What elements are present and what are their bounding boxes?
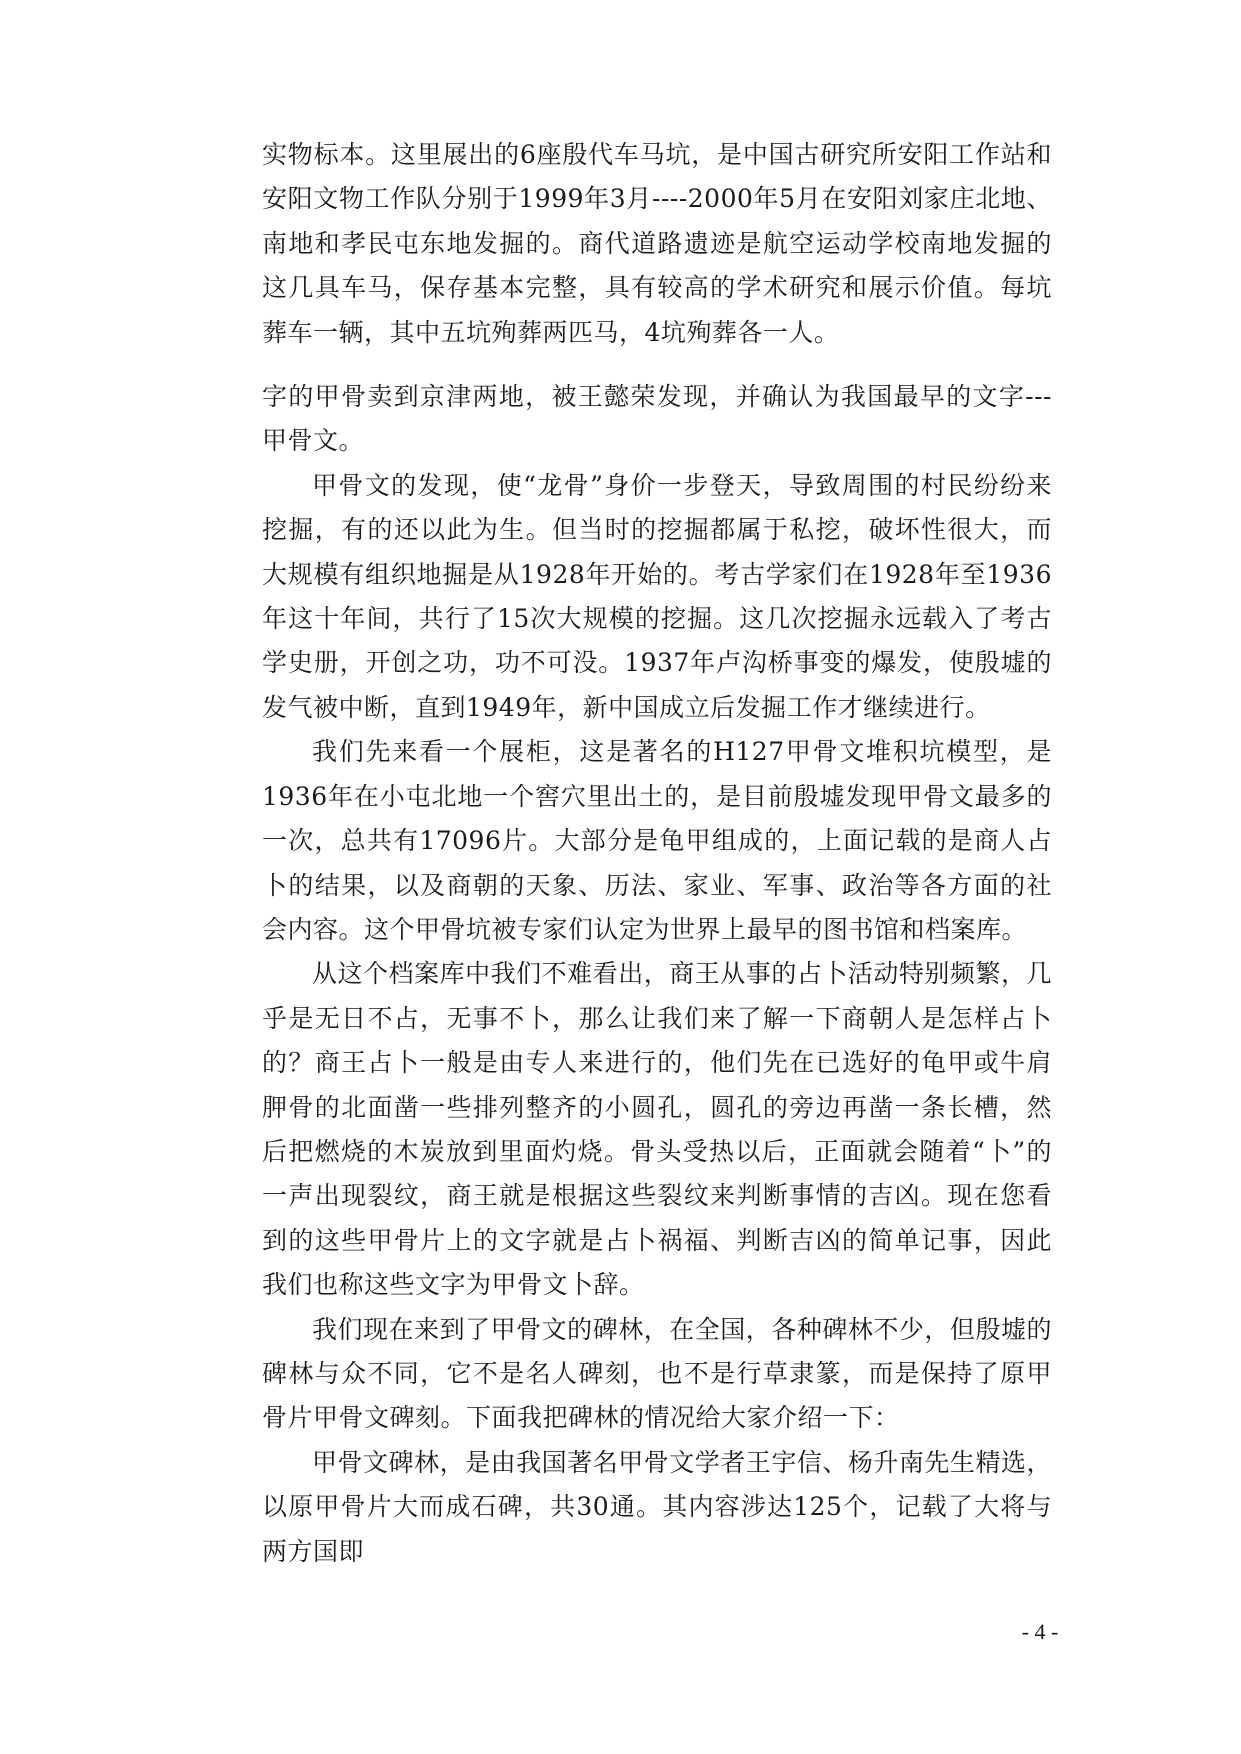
paragraph-6: 我们现在来到了甲骨文的碑林，在全国，各种碑林不少，但殷墟的碑林与众不同，它不是名人碑刻，也不是行草隶篆，而是保持了原甲骨片甲骨文碑刻。下面我把碑林的情况给大家介绍一下： (262, 1314, 1052, 1433)
paragraph-5: 从这个档案库中我们不难看出，商王从事的占卜活动特别频繁，几乎是无日不占，无事不卜，那么让我们来了解一下商朝人是怎样占卜的？商王占卜一般是由专人来进行的，他们先在已选好的龟甲或牛肩胛骨的北面凿一些排列整齐的小圆孔，圆孔的旁边再凿一条长槽，然后把燃烧的木炭放到里面灼烧。骨头受热以后，正面就会随着“卜”的一声出现裂纹，商王就是根据这些裂纹来判断事情的吉凶。现在您看到的这些甲骨片上的文字就是占卜祸福、判断吉凶的简单记事，因此我们也称这些文字为甲骨文卜辞。 (262, 959, 1052, 1300)
document-body (262, 133, 1052, 1574)
paragraph-3: 甲骨文的发现，使“龙骨”身价一步登天，导致周围的村民纷纷来挖掘，有的还以此为生。但当时的挖掘都属于私挖，破坏性很大，而大规模有组织地掘是从1928年开始的。考古学家们在1928年至1936年这十年间，共行了15次大规模的挖掘。这几次挖掘永远载入了考古学史册，开创之功，功不可没。1937年卢沟桥事变的爆发，使殷墟的发气被中断，直到1949年，新中国成立后发掘工作才继续进行。 (262, 470, 1052, 722)
page-number: - 4 - (1021, 1619, 1059, 1644)
paragraph-1: 实物标本。这里展出的6座殷代车马坑，是中国古研究所安阳工作站和安阳文物工作队分别于1999年3月----2000年5月在安阳刘家庄北地、南地和孝民屯东地发掘的。商代道路遗迹是航空运动学校南地发掘的这几具车马，保存基本完整，具有较高的学术研究和展示价值。每坑葬车一辆，其中五坑殉葬两匹马，4坑殉葬各一人。 (262, 140, 1052, 347)
paragraph-4: 我们先来看一个展柜，这是著名的H127甲骨文堆积坑模型，是1936年在小屯北地一个窖穴里出土的，是目前殷墟发现甲骨文最多的一次，总共有17096片。大部分是龟甲组成的，上面记载的是商人占卜的结果，以及商朝的天象、历法、家业、军事、政治等各方面的社会内容。这个甲骨坑被专家们认定为世界上最早的图书馆和档案库。 (262, 737, 1052, 944)
paragraph-2: 字的甲骨卖到京津两地，被王懿荣发现，并确认为我国最早的文字---甲骨文。 (262, 382, 1052, 456)
paragraph-7: 甲骨文碑林，是由我国著名甲骨文学者王宇信、杨升南先生精选，以原甲骨片大而成石碑，共30通。其内容涉达125个，记载了大将与两方国即 (262, 1447, 1052, 1566)
